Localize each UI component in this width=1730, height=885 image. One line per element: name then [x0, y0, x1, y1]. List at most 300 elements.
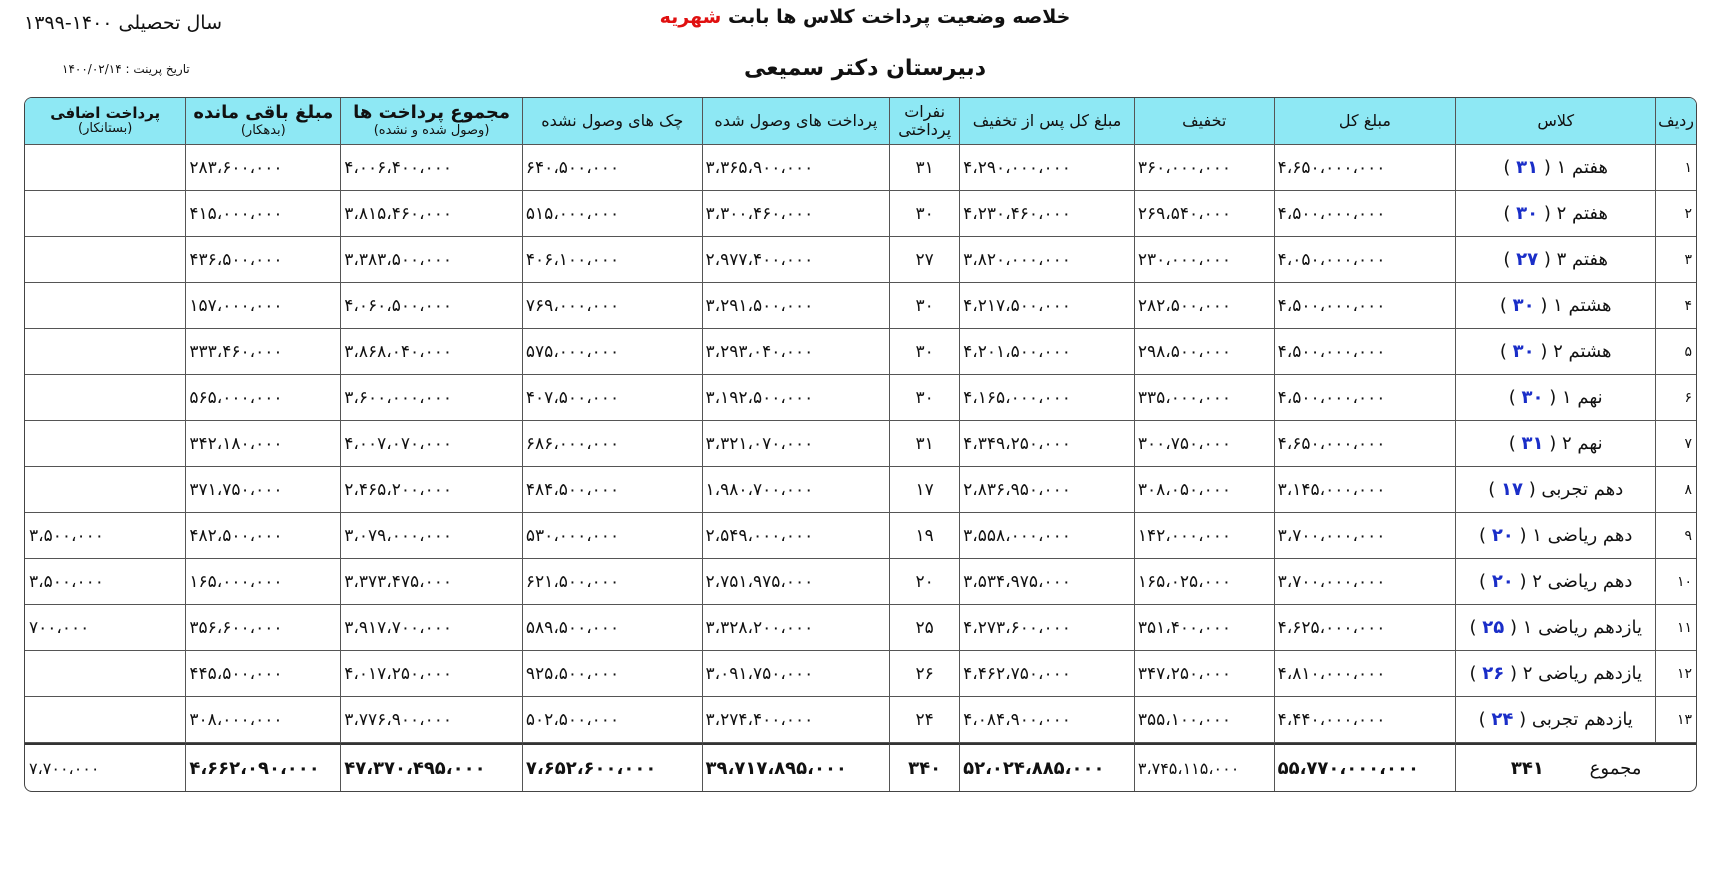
col-total-amount: مبلغ کل	[1274, 98, 1456, 145]
total-payments-value: ۳،۸۶۸،۰۴۰،۰۰۰	[344, 341, 452, 362]
table-row	[25, 329, 1696, 375]
col-payers	[889, 98, 959, 145]
total-amount-value: ۴،۸۱۰،۰۰۰،۰۰۰	[1277, 663, 1386, 684]
total-payments-cell	[340, 145, 522, 191]
remaining-value: ۴۱۵،۰۰۰،۰۰۰	[189, 203, 283, 224]
class-cell	[1455, 605, 1655, 651]
class-name: نهم ۲ (	[1549, 433, 1603, 454]
col-remaining	[185, 98, 340, 145]
remaining-value: ۳۳۳،۴۶۰،۰۰۰	[189, 341, 283, 362]
received-payments-cell	[702, 283, 890, 329]
discount-value: ۲۸۲،۵۰۰،۰۰۰	[1137, 295, 1232, 316]
class-cell	[1455, 559, 1655, 605]
uncollected-checks-value: ۶۲۱،۵۰۰،۰۰۰	[525, 571, 620, 592]
class-student-count: ۳۰	[1516, 203, 1539, 224]
discount-cell	[1134, 329, 1274, 375]
total-payments-cell	[340, 237, 522, 283]
after-discount-cell	[959, 191, 1134, 237]
total-payments-value: ۴،۰۶۰،۵۰۰،۰۰۰	[344, 295, 452, 316]
extra-payment-cell	[25, 237, 185, 283]
extra-payment-cell	[25, 651, 185, 697]
remaining-cell	[185, 237, 340, 283]
row-number-value: ۲	[1684, 205, 1692, 222]
discount-cell	[1134, 467, 1274, 513]
remaining-value: ۱۶۵،۰۰۰،۰۰۰	[189, 571, 283, 592]
discount-value: ۳۳۵،۰۰۰،۰۰۰	[1137, 387, 1232, 408]
remaining-cell	[185, 605, 340, 651]
total-amount-cell	[1274, 191, 1456, 237]
payers-cell	[889, 513, 959, 559]
total-amount-value: ۴،۶۵۰،۰۰۰،۰۰۰	[1277, 157, 1386, 178]
extra-payment-value: ۳،۵۰۰،۰۰۰	[29, 525, 104, 546]
total-payments-value: ۴،۰۱۷،۲۵۰،۰۰۰	[344, 663, 452, 684]
col-uncollected-checks: چک های وصول نشده	[522, 98, 702, 145]
uncollected-checks-value: ۶۴۰،۵۰۰،۰۰۰	[525, 157, 620, 178]
col-remaining-sub: (بدهکار)	[240, 122, 286, 138]
row-number-value: ۸	[1684, 481, 1692, 498]
uncollected-checks-value: ۶۸۶،۰۰۰،۰۰۰	[525, 433, 620, 454]
extra-payment-cell	[25, 421, 185, 467]
class-cell	[1455, 467, 1655, 513]
class-student-count: ۳۱	[1516, 157, 1539, 178]
row-number	[1655, 329, 1696, 375]
after-discount-cell	[959, 237, 1134, 283]
payers-value: ۳۱	[915, 433, 934, 454]
payers-cell	[889, 421, 959, 467]
uncollected-checks-cell	[522, 605, 702, 651]
report-title	[0, 6, 1730, 28]
class-cell	[1455, 283, 1655, 329]
discount-value: ۱۶۵،۰۲۵،۰۰۰	[1137, 571, 1232, 592]
payers-cell	[889, 145, 959, 191]
remaining-cell	[185, 467, 340, 513]
payers-cell	[889, 191, 959, 237]
row-number-value: ۷	[1684, 435, 1692, 452]
after-discount-value: ۳،۵۳۴،۹۷۵،۰۰۰	[963, 571, 1071, 592]
payers-value: ۱۷	[915, 479, 934, 500]
after-discount-value: ۲،۸۳۶،۹۵۰،۰۰۰	[963, 479, 1071, 500]
payers-cell	[889, 651, 959, 697]
col-received-payments: پرداخت های وصول شده	[702, 98, 890, 145]
total-payments-cell	[340, 651, 522, 697]
discount-cell	[1134, 513, 1274, 559]
total-amount-value: ۴،۰۵۰،۰۰۰،۰۰۰	[1277, 249, 1386, 270]
payers-cell	[889, 697, 959, 743]
total-amount-cell	[1274, 513, 1456, 559]
received-payments-value: ۲،۵۴۹،۰۰۰،۰۰۰	[705, 525, 814, 546]
total-amount-value: ۴،۵۰۰،۰۰۰،۰۰۰	[1277, 387, 1386, 408]
total-payments-value: ۳،۳۸۳،۵۰۰،۰۰۰	[344, 249, 452, 270]
remaining-value: ۲۸۳،۶۰۰،۰۰۰	[189, 157, 283, 178]
uncollected-checks-value: ۵۳۰،۰۰۰،۰۰۰	[525, 525, 620, 546]
extra-payment-cell	[25, 145, 185, 191]
class-paren-close: )	[1508, 433, 1516, 454]
after-discount-cell	[959, 145, 1134, 191]
extra-payment-cell	[25, 605, 185, 651]
remaining-cell	[185, 697, 340, 743]
class-paren-close: )	[1508, 387, 1516, 408]
payers-cell	[889, 467, 959, 513]
total-amount-cell	[1274, 329, 1456, 375]
class-student-count: ۲۰	[1491, 525, 1514, 546]
total-payments-value: ۳،۰۷۹،۰۰۰،۰۰۰	[344, 525, 452, 546]
discount-cell	[1134, 283, 1274, 329]
class-paren-close: )	[1503, 157, 1511, 178]
received-payments-cell	[702, 605, 890, 651]
class-student-count: ۳۱	[1521, 433, 1544, 454]
table-row	[25, 421, 1696, 467]
discount-cell	[1134, 559, 1274, 605]
totals-total-payments: ۴۷،۳۷۰،۴۹۵،۰۰۰	[340, 743, 522, 791]
class-name: یازدهم تجربی (	[1519, 709, 1633, 730]
totals-payers: ۳۴۰	[889, 743, 959, 791]
uncollected-checks-cell	[522, 651, 702, 697]
row-number	[1655, 145, 1696, 191]
total-amount-cell	[1274, 375, 1456, 421]
row-number	[1655, 559, 1696, 605]
discount-value: ۱۴۲،۰۰۰،۰۰۰	[1137, 525, 1232, 546]
received-payments-cell	[702, 651, 890, 697]
total-amount-cell	[1274, 283, 1456, 329]
row-number-value: ۹	[1684, 527, 1692, 544]
extra-payment-cell	[25, 283, 185, 329]
uncollected-checks-cell	[522, 283, 702, 329]
after-discount-cell	[959, 697, 1134, 743]
row-number-value: ۶	[1684, 389, 1692, 406]
class-cell	[1455, 697, 1655, 743]
totals-discount: ۳،۷۴۵،۱۱۵،۰۰۰	[1134, 743, 1274, 791]
total-payments-cell	[340, 697, 522, 743]
class-student-count: ۲۷	[1516, 249, 1539, 270]
print-date: تاریخ پرینت : ۱۴۰۰/۰۲/۱۴	[62, 62, 190, 76]
class-cell	[1455, 145, 1655, 191]
class-paren-close: )	[1469, 663, 1477, 684]
total-amount-value: ۴،۵۰۰،۰۰۰،۰۰۰	[1277, 203, 1386, 224]
uncollected-checks-cell	[522, 559, 702, 605]
uncollected-checks-cell	[522, 191, 702, 237]
remaining-value: ۴۸۲،۵۰۰،۰۰۰	[189, 525, 283, 546]
payers-value: ۳۰	[915, 387, 934, 408]
after-discount-value: ۴،۲۰۱،۵۰۰،۰۰۰	[963, 341, 1071, 362]
total-payments-value: ۴،۰۰۶،۴۰۰،۰۰۰	[344, 157, 452, 178]
discount-value: ۳۰۰،۷۵۰،۰۰۰	[1137, 433, 1232, 454]
uncollected-checks-value: ۵۸۹،۵۰۰،۰۰۰	[525, 617, 620, 638]
class-paren-close: )	[1469, 617, 1477, 638]
academic-year: سال تحصیلی ۱۴۰۰-۱۳۹۹	[24, 12, 222, 34]
received-payments-cell	[702, 237, 890, 283]
discount-cell	[1134, 605, 1274, 651]
col-extra-payment	[25, 98, 185, 145]
uncollected-checks-value: ۷۶۹،۰۰۰،۰۰۰	[525, 295, 620, 316]
row-number	[1655, 513, 1696, 559]
total-amount-value: ۳،۱۴۵،۰۰۰،۰۰۰	[1277, 479, 1386, 500]
uncollected-checks-value: ۴۸۴،۵۰۰،۰۰۰	[525, 479, 620, 500]
class-student-count: ۲۴	[1491, 709, 1514, 730]
extra-payment-cell	[25, 375, 185, 421]
received-payments-value: ۳،۳۲۸،۲۰۰،۰۰۰	[705, 617, 814, 638]
total-amount-value: ۳،۷۰۰،۰۰۰،۰۰۰	[1277, 571, 1386, 592]
col-extra-payment-sub: (بستانکار)	[78, 121, 133, 137]
received-payments-value: ۳،۱۹۲،۵۰۰،۰۰۰	[705, 387, 814, 408]
class-name: دهم ریاضی ۲ (	[1519, 571, 1633, 592]
discount-value: ۲۶۹،۵۴۰،۰۰۰	[1137, 203, 1232, 224]
received-payments-value: ۲،۹۷۷،۴۰۰،۰۰۰	[705, 249, 814, 270]
received-payments-value: ۳،۰۹۱،۷۵۰،۰۰۰	[705, 663, 814, 684]
class-name: هشتم ۲ (	[1540, 341, 1612, 362]
remaining-cell	[185, 191, 340, 237]
discount-cell	[1134, 191, 1274, 237]
class-name: یازدهم ریاضی ۱ (	[1509, 617, 1642, 638]
class-cell	[1455, 237, 1655, 283]
totals-label: مجموع	[1589, 757, 1642, 779]
table-body	[25, 145, 1696, 791]
row-number-value: ۳	[1684, 251, 1692, 268]
class-student-count: ۲۰	[1491, 571, 1514, 592]
extra-payment-cell	[25, 697, 185, 743]
discount-value: ۳۰۸،۰۵۰،۰۰۰	[1137, 479, 1232, 500]
uncollected-checks-value: ۴۰۷،۵۰۰،۰۰۰	[525, 387, 620, 408]
remaining-cell	[185, 283, 340, 329]
col-row-no: ردیف	[1655, 98, 1696, 145]
remaining-value: ۳۵۶،۶۰۰،۰۰۰	[189, 617, 283, 638]
row-number	[1655, 467, 1696, 513]
received-payments-cell	[702, 191, 890, 237]
received-payments-value: ۳،۳۲۱،۰۷۰،۰۰۰	[705, 433, 814, 454]
row-number	[1655, 283, 1696, 329]
remaining-value: ۴۳۶،۵۰۰،۰۰۰	[189, 249, 283, 270]
after-discount-value: ۳،۵۵۸،۰۰۰،۰۰۰	[963, 525, 1071, 546]
col-after-discount: مبلغ کل پس از تخفیف	[959, 98, 1134, 145]
payment-summary-table	[24, 97, 1697, 792]
after-discount-value: ۴،۲۷۳،۶۰۰،۰۰۰	[963, 617, 1071, 638]
total-payments-value: ۴،۰۰۷،۰۷۰،۰۰۰	[344, 433, 452, 454]
discount-value: ۲۳۰،۰۰۰،۰۰۰	[1137, 249, 1232, 270]
col-payers-line2: پرداختی	[898, 120, 952, 139]
extra-payment-cell	[25, 191, 185, 237]
received-payments-value: ۳،۲۷۴،۴۰۰،۰۰۰	[705, 709, 814, 730]
after-discount-value: ۴،۱۶۵،۰۰۰،۰۰۰	[963, 387, 1071, 408]
after-discount-cell	[959, 283, 1134, 329]
uncollected-checks-value: ۹۲۵،۵۰۰،۰۰۰	[525, 663, 620, 684]
totals-total-amount: ۵۵،۷۷۰،۰۰۰،۰۰۰	[1274, 743, 1456, 791]
row-number	[1655, 421, 1696, 467]
total-amount-cell	[1274, 605, 1456, 651]
totals-label-cell	[1455, 743, 1696, 791]
class-student-count: ۳۰	[1521, 387, 1544, 408]
class-name: نهم ۱ (	[1549, 387, 1603, 408]
total-amount-value: ۳،۷۰۰،۰۰۰،۰۰۰	[1277, 525, 1386, 546]
class-paren-close: )	[1478, 709, 1486, 730]
uncollected-checks-cell	[522, 329, 702, 375]
received-payments-cell	[702, 513, 890, 559]
total-amount-value: ۴،۴۴۰،۰۰۰،۰۰۰	[1277, 709, 1386, 730]
row-number	[1655, 605, 1696, 651]
row-number	[1655, 237, 1696, 283]
extra-payment-cell	[25, 559, 185, 605]
total-amount-cell	[1274, 467, 1456, 513]
uncollected-checks-cell	[522, 697, 702, 743]
class-cell	[1455, 191, 1655, 237]
after-discount-value: ۴،۲۱۷،۵۰۰،۰۰۰	[963, 295, 1071, 316]
total-payments-cell	[340, 191, 522, 237]
remaining-cell	[185, 375, 340, 421]
remaining-cell	[185, 329, 340, 375]
after-discount-value: ۴،۲۹۰،۰۰۰،۰۰۰	[963, 157, 1071, 178]
received-payments-cell	[702, 467, 890, 513]
totals-extra-payment: ۷،۷۰۰،۰۰۰	[25, 743, 185, 791]
totals-received-payments: ۳۹،۷۱۷،۸۹۵،۰۰۰	[702, 743, 890, 791]
uncollected-checks-value: ۵۷۵،۰۰۰،۰۰۰	[525, 341, 620, 362]
received-payments-cell	[702, 697, 890, 743]
payers-value: ۲۶	[915, 663, 934, 684]
payers-value: ۳۰	[915, 203, 934, 224]
col-remaining-label: مبلغ باقی مانده	[193, 102, 334, 124]
col-class: کلاس	[1455, 98, 1655, 145]
received-payments-cell	[702, 375, 890, 421]
class-cell	[1455, 375, 1655, 421]
class-cell	[1455, 513, 1655, 559]
received-payments-cell	[702, 145, 890, 191]
school-name: دبیرستان دکتر سمیعی	[744, 56, 986, 81]
after-discount-cell	[959, 651, 1134, 697]
payers-cell	[889, 375, 959, 421]
totals-uncollected-checks: ۷،۶۵۲،۶۰۰،۰۰۰	[522, 743, 702, 791]
table-row	[25, 559, 1696, 605]
after-discount-cell	[959, 421, 1134, 467]
totals-row	[25, 743, 1696, 791]
received-payments-cell	[702, 329, 890, 375]
col-total-payments	[340, 98, 522, 145]
after-discount-cell	[959, 375, 1134, 421]
total-payments-cell	[340, 467, 522, 513]
row-number-value: ۱۰	[1676, 573, 1692, 590]
class-name: هفتم ۱ (	[1543, 157, 1609, 178]
total-payments-value: ۳،۶۰۰،۰۰۰،۰۰۰	[344, 387, 452, 408]
row-number-value: ۱۱	[1676, 619, 1692, 636]
discount-cell	[1134, 651, 1274, 697]
discount-value: ۳۵۵،۱۰۰،۰۰۰	[1137, 709, 1232, 730]
uncollected-checks-cell	[522, 375, 702, 421]
remaining-value: ۳۷۱،۷۵۰،۰۰۰	[189, 479, 283, 500]
class-paren-close: )	[1499, 295, 1507, 316]
class-paren-close: )	[1503, 203, 1511, 224]
row-number	[1655, 651, 1696, 697]
total-amount-cell	[1274, 237, 1456, 283]
table-row	[25, 191, 1696, 237]
col-total-payments-sub: (وصول شده و نشده)	[373, 122, 490, 138]
remaining-cell	[185, 145, 340, 191]
table-row	[25, 237, 1696, 283]
total-amount-cell	[1274, 421, 1456, 467]
extra-payment-cell	[25, 329, 185, 375]
totals-after-discount: ۵۲،۰۲۴،۸۸۵،۰۰۰	[959, 743, 1134, 791]
total-payments-cell	[340, 559, 522, 605]
class-student-count: ۳۰	[1512, 295, 1535, 316]
col-discount: تخفیف	[1134, 98, 1274, 145]
remaining-value: ۳۴۲،۱۸۰،۰۰۰	[189, 433, 283, 454]
discount-value: ۲۹۸،۵۰۰،۰۰۰	[1137, 341, 1232, 362]
after-discount-cell	[959, 559, 1134, 605]
class-student-count: ۲۶	[1482, 663, 1505, 684]
row-number-value: ۱۲	[1676, 665, 1692, 682]
class-cell	[1455, 651, 1655, 697]
class-cell	[1455, 329, 1655, 375]
after-discount-cell	[959, 329, 1134, 375]
remaining-value: ۵۶۵،۰۰۰،۰۰۰	[189, 387, 283, 408]
uncollected-checks-value: ۵۱۵،۰۰۰،۰۰۰	[525, 203, 620, 224]
discount-value: ۳۶۰،۰۰۰،۰۰۰	[1137, 157, 1232, 178]
total-payments-value: ۳،۸۱۵،۴۶۰،۰۰۰	[344, 203, 452, 224]
table-row	[25, 513, 1696, 559]
extra-payment-value: ۳،۵۰۰،۰۰۰	[29, 571, 104, 592]
extra-payment-cell	[25, 467, 185, 513]
class-name: هشتم ۱ (	[1540, 295, 1612, 316]
table-row	[25, 145, 1696, 191]
uncollected-checks-cell	[522, 513, 702, 559]
total-payments-cell	[340, 421, 522, 467]
totals-remaining: ۴،۶۶۲،۰۹۰،۰۰۰	[185, 743, 340, 791]
total-payments-value: ۳،۷۷۶،۹۰۰،۰۰۰	[344, 709, 452, 730]
total-amount-value: ۴،۶۲۵،۰۰۰،۰۰۰	[1277, 617, 1386, 638]
discount-cell	[1134, 145, 1274, 191]
remaining-cell	[185, 513, 340, 559]
table-row	[25, 651, 1696, 697]
extra-payment-cell	[25, 513, 185, 559]
row-number-value: ۱۳	[1676, 711, 1692, 728]
class-paren-close: )	[1479, 525, 1487, 546]
remaining-cell	[185, 421, 340, 467]
received-payments-value: ۳،۳۶۵،۹۰۰،۰۰۰	[705, 157, 814, 178]
after-discount-cell	[959, 513, 1134, 559]
received-payments-value: ۳،۲۹۳،۰۴۰،۰۰۰	[705, 341, 814, 362]
row-number	[1655, 697, 1696, 743]
total-payments-value: ۳،۹۱۷،۷۰۰،۰۰۰	[344, 617, 452, 638]
table-header-row	[25, 98, 1696, 145]
table-row	[25, 467, 1696, 513]
col-total-payments-label: مجموع پرداخت ها	[353, 102, 511, 124]
class-paren-close: )	[1503, 249, 1511, 270]
after-discount-value: ۴،۰۸۴،۹۰۰،۰۰۰	[963, 709, 1071, 730]
total-amount-cell	[1274, 697, 1456, 743]
payers-cell	[889, 237, 959, 283]
table-row	[25, 697, 1696, 743]
payers-value: ۳۰	[915, 341, 934, 362]
received-payments-value: ۱،۹۸۰،۷۰۰،۰۰۰	[705, 479, 814, 500]
after-discount-cell	[959, 605, 1134, 651]
received-payments-cell	[702, 559, 890, 605]
total-payments-cell	[340, 329, 522, 375]
payers-value: ۳۱	[915, 157, 934, 178]
remaining-cell	[185, 559, 340, 605]
total-payments-cell	[340, 605, 522, 651]
discount-cell	[1134, 375, 1274, 421]
total-payments-value: ۳،۳۷۳،۴۷۵،۰۰۰	[344, 571, 452, 592]
after-discount-value: ۴،۲۳۰،۴۶۰،۰۰۰	[963, 203, 1071, 224]
class-student-count: ۱۷	[1500, 479, 1523, 500]
received-payments-cell	[702, 421, 890, 467]
discount-value: ۳۴۷،۲۵۰،۰۰۰	[1137, 663, 1232, 684]
total-amount-value: ۴،۵۰۰،۰۰۰،۰۰۰	[1277, 341, 1386, 362]
class-student-count: ۲۵	[1482, 617, 1505, 638]
report-title-highlight: شهریه	[659, 6, 722, 28]
class-name: یازدهم ریاضی ۲ (	[1509, 663, 1642, 684]
row-number-value: ۵	[1684, 343, 1692, 360]
discount-cell	[1134, 237, 1274, 283]
after-discount-cell	[959, 467, 1134, 513]
remaining-value: ۳۰۸،۰۰۰،۰۰۰	[189, 709, 283, 730]
uncollected-checks-cell	[522, 467, 702, 513]
row-number	[1655, 191, 1696, 237]
